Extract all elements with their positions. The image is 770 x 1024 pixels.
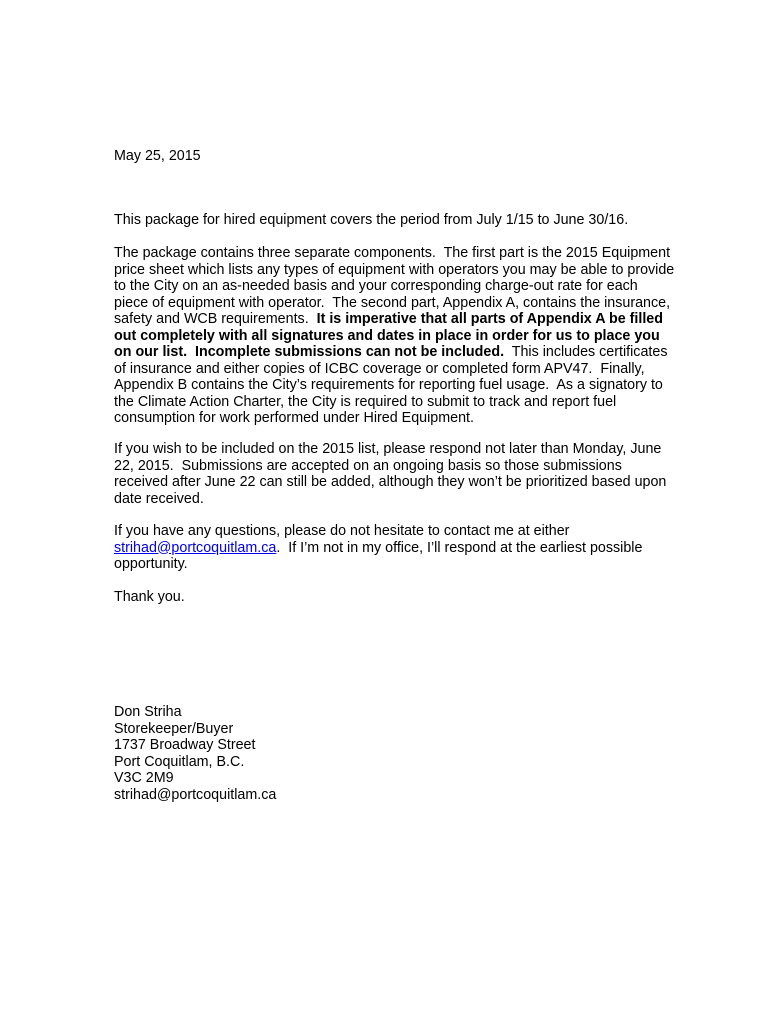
emphasis-text: on our list. Incomplete submissions can not be included. [114,344,505,360]
date-text: May 25, 2015 [114,148,201,164]
address-postal: V3C 2M9 [114,770,174,786]
emphasis-line: out completely with all signatures and dates in place in order for us to place you [114,327,660,344]
closing-text: Thank you. [114,589,185,605]
paragraph-line: of insurance and either copies of ICBC coverage or completed form APV47. Finally, [114,360,645,377]
paragraph-line: to the City on an as-needed basis and your corresponding charge-out rate for each [114,278,638,294]
letter-date [114,148,674,165]
paragraph-line [114,540,674,557]
paragraph-line: opportunity. [114,556,188,572]
signer-name: Don Striha [114,704,182,720]
email-link[interactable]: strihad@portcoquitlam.ca [114,539,277,556]
paragraph-line: The package contains three separate components. The first part is the 2015 Equipment [114,245,671,261]
deadline-paragraph [114,441,674,507]
paragraph-line: price sheet which lists any types of equipment with operators you may be able to provide [114,261,675,278]
paragraph-line [114,311,674,328]
intro-paragraph [114,212,674,229]
intro-text: This package for hired equipment covers the period from July 1/15 to June 30/16. [114,212,629,228]
contact-paragraph [114,523,674,573]
signer-email: strihad@portcoquitlam.ca [114,786,277,803]
paragraph-line: Appendix B contains the City’s requirements for reporting fuel usage. As a signatory to [114,377,663,393]
paragraph-text: . If I’m not in my office, I’ll respond at the earliest possible [276,539,643,556]
paragraph-line: date received. [114,490,204,507]
paragraph-line: consumption for work performed under Hired Equipment. [114,410,474,426]
paragraph-line: If you wish to be included on the 2015 list, please respond not later than Monday, June [114,441,662,457]
paragraph-text: safety and WCB requirements. [114,311,317,327]
paragraph-line: the Climate Action Charter, the City is required to submit to track and report fuel [114,393,617,410]
signature-block [114,704,674,803]
paragraph-line: 22, 2015. Submissions are accepted on an ongoing basis so those submissions [114,457,622,474]
paragraph-line [114,344,674,361]
address-street: 1737 Broadway Street [114,737,256,753]
paragraph-line: If you have any questions, please do not hesitate to contact me at either [114,523,570,539]
emphasis-text: It is imperative that all parts of Appendix A be filled [316,311,663,327]
paragraph-text: This includes certificates [504,344,668,360]
components-paragraph [114,245,674,427]
address-city: Port Coquitlam, B.C. [114,753,245,770]
closing [114,589,674,606]
signer-title: Storekeeper/Buyer [114,720,234,737]
paragraph-line: received after June 22 can still be added, although they won’t be prioritized based upon [114,474,667,490]
paragraph-line: piece of equipment with operator. The second part, Appendix A, contains the insurance, [114,294,671,311]
